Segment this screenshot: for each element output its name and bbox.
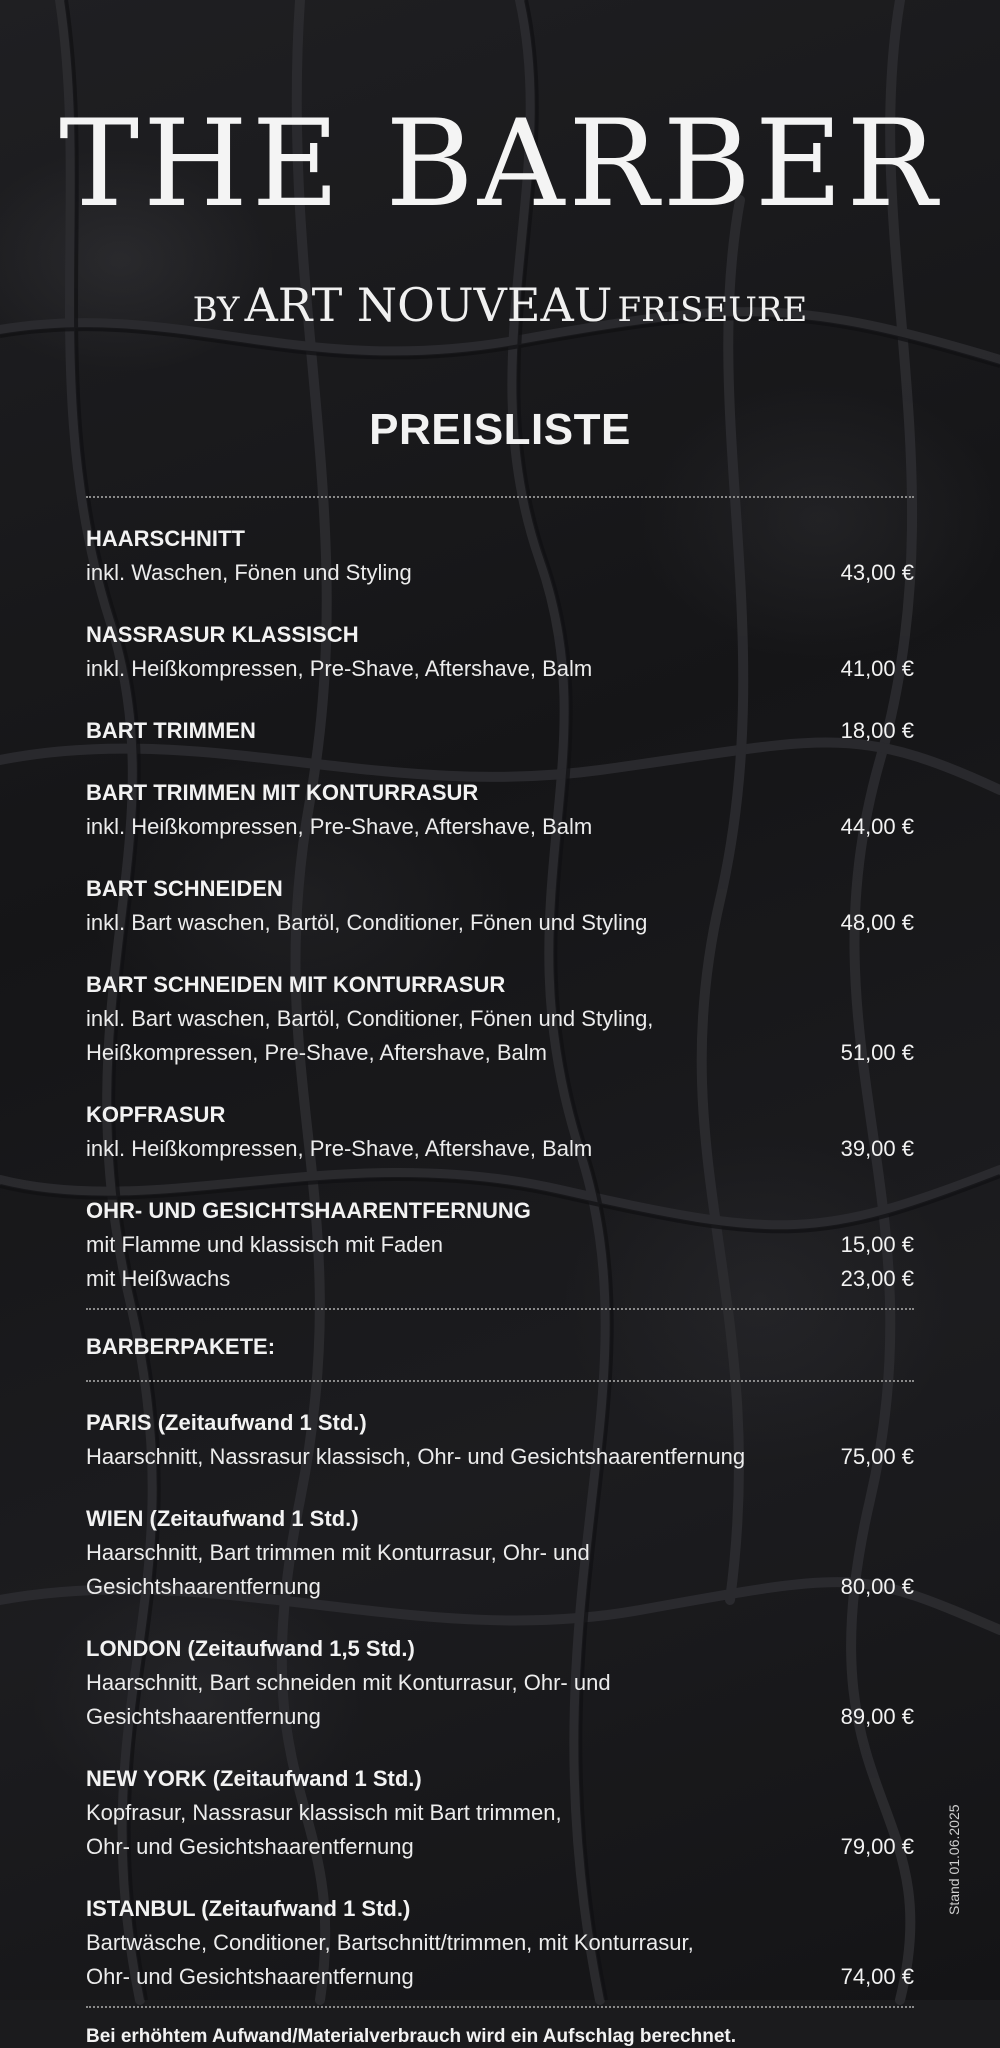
option-price: 23,00 € xyxy=(840,1266,914,1291)
item-description xyxy=(86,1440,841,1474)
logo-sub-end: FRISEURE xyxy=(617,290,808,330)
description-line: inkl. Heißkompressen, Pre-Shave, Aftershave, Balm xyxy=(86,656,593,681)
description-line: Ohr- und Gesichtshaarentfernung xyxy=(86,1834,414,1859)
logo-sub-by: BY xyxy=(192,290,240,330)
item-title: KOPFRASUR xyxy=(86,1102,226,1127)
item-title: OHR- UND GESICHTSHAARENTFERNUNG xyxy=(86,1198,531,1223)
package-item xyxy=(86,1478,914,1608)
option-price: 15,00 € xyxy=(840,1232,914,1257)
description-line: Heißkompressen, Pre-Shave, Aftershave, Balm xyxy=(86,1040,547,1065)
item-description xyxy=(86,1666,841,1734)
logo-title: THE BARBER xyxy=(59,95,941,234)
item-price: 41,00 € xyxy=(840,656,914,681)
footer-note: Bei erhöhtem Aufwand/Materialverbrauch wird ein Aufschlag berechnet. xyxy=(86,2026,737,2047)
item-price: 51,00 € xyxy=(840,1040,914,1065)
packages-heading: BARBERPAKETE: xyxy=(86,1334,276,1359)
description-line: Bartwäsche, Conditioner, Bartschnitt/trimmen, mit Konturrasur, xyxy=(86,1930,694,1955)
item-description xyxy=(86,556,841,590)
service-item xyxy=(86,1074,914,1170)
item-title: NASSRASUR KLASSISCH xyxy=(86,622,359,647)
item-title: NEW YORK (Zeitaufwand 1 Std.) xyxy=(86,1766,422,1791)
option-label: mit Flamme und klassisch mit Faden xyxy=(86,1232,443,1257)
service-item xyxy=(86,752,914,848)
item-title: BART TRIMMEN MIT KONTURRASUR xyxy=(86,780,479,805)
package-item xyxy=(86,1608,914,1738)
item-title: BART TRIMMEN xyxy=(86,718,256,743)
item-description xyxy=(86,1926,841,1994)
service-item xyxy=(86,594,914,690)
description-line: inkl. Heißkompressen, Pre-Shave, Aftershave, Balm xyxy=(86,1136,593,1161)
item-title: BART SCHNEIDEN MIT KONTURRASUR xyxy=(86,972,506,997)
price-list xyxy=(86,496,914,2048)
hair-removal-options xyxy=(86,1228,914,1296)
item-price: 44,00 € xyxy=(840,814,914,839)
item-price: 43,00 € xyxy=(840,560,914,585)
item-price: 39,00 € xyxy=(840,1136,914,1161)
package-item xyxy=(86,1738,914,1868)
item-description xyxy=(86,1796,841,1864)
description-line: inkl. Bart waschen, Bartöl, Conditioner, Fönen und Styling xyxy=(86,910,648,935)
service-item xyxy=(86,848,914,944)
item-price: 74,00 € xyxy=(840,1964,914,1989)
item-description xyxy=(86,1536,841,1604)
description-line: inkl. Bart waschen, Bartöl, Conditioner, Fönen und Styling, xyxy=(86,1006,654,1031)
item-description xyxy=(86,1002,841,1070)
item-price: 80,00 € xyxy=(840,1574,914,1599)
item-price: 75,00 € xyxy=(840,1444,914,1469)
logo-sub-main: ART NOUVEAU xyxy=(244,278,613,332)
option-label: mit Heißwachs xyxy=(86,1266,231,1291)
packages-list xyxy=(86,1382,914,1998)
services-list xyxy=(86,498,914,1170)
item-title: WIEN (Zeitaufwand 1 Std.) xyxy=(86,1506,359,1531)
description-line: Ohr- und Gesichtshaarentfernung xyxy=(86,1964,414,1989)
description-line: Kopfrasur, Nassrasur klassisch mit Bart trimmen, xyxy=(86,1800,562,1825)
item-price: 89,00 € xyxy=(840,1704,914,1729)
service-item xyxy=(86,944,914,1074)
description-line: Haarschnitt, Nassrasur klassisch, Ohr- und Gesichtshaarentfernung xyxy=(86,1444,746,1469)
description-line: Haarschnitt, Bart schneiden mit Konturrasur, Ohr- und Gesichtshaarentfernung xyxy=(86,1670,611,1729)
description-line: inkl. Waschen, Fönen und Styling xyxy=(86,560,412,585)
hair-removal-option xyxy=(86,1262,914,1296)
item-description xyxy=(86,906,841,940)
item-title: ISTANBUL (Zeitaufwand 1 Std.) xyxy=(86,1896,411,1921)
description-line: inkl. Heißkompressen, Pre-Shave, Aftershave, Balm xyxy=(86,814,593,839)
hair-removal-item xyxy=(86,1170,914,1300)
description-line: Haarschnitt, Bart trimmen mit Konturrasur, Ohr- und Gesichtshaarentfernung xyxy=(86,1540,590,1599)
hair-removal-option xyxy=(86,1228,914,1262)
item-title: BART SCHNEIDEN xyxy=(86,876,283,901)
item-description xyxy=(86,652,841,686)
item-price: 18,00 € xyxy=(840,718,914,743)
page-title: PREISLISTE xyxy=(369,405,631,454)
item-title: LONDON (Zeitaufwand 1,5 Std.) xyxy=(86,1636,415,1661)
item-title: PARIS (Zeitaufwand 1 Std.) xyxy=(86,1410,367,1435)
package-item xyxy=(86,1868,914,1998)
item-title: HAARSCHNITT xyxy=(86,526,245,551)
item-price: 48,00 € xyxy=(840,910,914,935)
service-item xyxy=(86,690,914,752)
item-description xyxy=(86,1132,841,1166)
stand-date: Stand 01.06.2025 xyxy=(946,1804,962,1915)
item-price: 79,00 € xyxy=(840,1834,914,1859)
service-item xyxy=(86,498,914,594)
package-item xyxy=(86,1382,914,1478)
item-description xyxy=(86,810,841,844)
logo-subtitle xyxy=(0,278,1000,332)
